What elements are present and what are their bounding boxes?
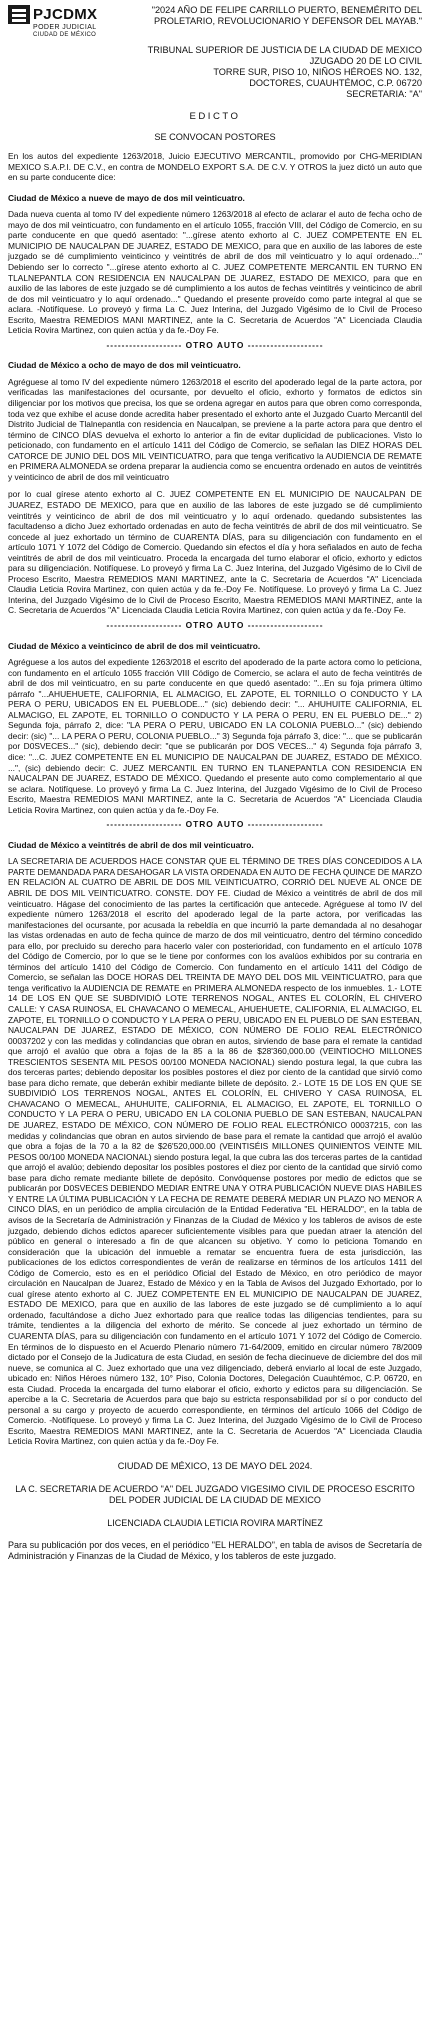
section-paragraph: LA SECRETARIA DE ACUERDOS HACE CONSTAR QUE EL TÉRMINO DE TRES DÍAS CONCEDIDOS A LA PARTE DEMANDADA PARA DESAHOGAR LA VISTA ORDENADA EN AUTO DE FECHA QUINCE DE MARZO EN RELACIÓN AL CUATRO DE ABRIL DE DOS MIL VEINTICUATRO, CORRIÓ DEL NUEVE AL ONCE DE ABRIL DE DOS MIL VEINTICUATRO. CONSTE. DOY FE. Ciudad de México a veintitrés de abril de dos mil veinticuatro. Hágase del conocimiento de las partes la certificación que antecede. Agréguese al tomo IV del expediente número 1263/2018 el escrito del apoderado legal de la parte actora, por verificadas las manifestaciones del ocursante, por acusada la rebeldía en que incurrió la parte demandada al no desahogar las vistas ordenadas en auto de fecha quince de marzo de dos mil veinticuatro, dentro del término concedido para ello, por precluido su derecho para hacerlo valer con posterioridad, con fundamento en el artículo 1078 del Código de Comercio, por lo que se le tiene por conformes con los avalúos exhibidos por su contraria en términos del artículo 1410 del Código de Comercio. Con fundamento en el artículo 1411 del Código de Comercio, se señalan las DOCE HORAS DEL TREINTA DE MAYO DEL DOS MIL VEINTICUATRO, para que tenga verificativo la AUDIENCIA DE REMATE en PRIMERA ALMONEDA respecto de los inmuebles. 1.- LOTE 14 DE LOS EN QUE SE SUBDIVIDIÓ LOTE TERRENOS NOGAL, ANTES EL COLORÍN, EL CHIVERO CALLE: Y CASA RUINOSA, EL CHAVACANO O MEMECAL, AHUEHUETE, CALIFORNIA, EL ALMACIGO, EL ZAPOTE, EL TORNILLO O CONDUCTO Y LA PERA O PERU, UBICADO EN EL PUEBLO DE SAN ESTEBAN, NAUCALPAN DE JUAREZ, ESTADO DE MÉXICO, CON NÚMERO DE FOLIO REAL ELECTRÓNICO 00037202 y con las medidas y colindancias que obran en autos, sirviendo de base para el remate la cantidad que arrojó el avalúo que obra a fojas de la 85 a la 86 de $28'360,000.00 (VEINTIOCHO MILLONES TRESCIENTOS SESENTA MIL PESOS 00/100 MONEDA NACIONAL) siendo postura legal, la que cubra las dos terceras partes; debiendo depositar los posibles postores el diez por ciento de la cantidad que sirvió como base para dicho remate, que deberán exhibir mediante billete de depósito. 2.- LOTE 15 DE LOS EN QUE SE SUBDIVIDIÓ LOS TERRENOS NOGAL, ANTES EL COLORÍN, EL CHIVERO Y CASA RUINOSA, EL CHAVACANO O MEMECAL, AHUHUITE, CALIFORNIA, EL ALMACIGO, EL ZAPOTE, EL TORNILLO O CONDUCTO Y LA PERA O PERU, UBICADO EN LA COLONIA PUEBLO DE SAN ESTEBAN, NAUCALPAN DE JUAREZ, ESTADO DE MÉXICO, CON NÚMERO DE FOLIO REAL ELECTRÓNICO 00037215, con las medidas y colindancias que obran en autos sirviendo de base para el remate la cantidad que arrojó el avalúo que obra a fojas de la 70 a la 82 de $26'520,000.00 (VEINTISÉIS MILLONES QUINIENTOS VEINTE MIL PESOS 00/100 MONEDA NACIONAL) siendo postura legal, la que cubra las dos terceras partes de la cantidad que arrojó el avalúo; debiendo depositar los posibles postores el diez por ciento de la cantidad que sirvió como base para dicho remate mediante billete de depósito. Convóquense postores por medio de edictos que se publicarán por D0SVECES DEBIENDO MEDIAR ENTRE UNA Y OTRA PUBLICACIÓN NUEVE DIAS HABILES Y ENTRE LA ÚLTIMA PUBLICACIÓN Y LA FECHA DE REMATE DEBERÁ MEDIAR UN PLAZO NO MENOR A CINCO DÍAS, en un periódico de amplia circulación de la Entidad Federativa "EL HERALDO", en la tabla de avisos de la Secretaría de Administración y Finanzas de la Ciudad de México y los tableros de avisos de este juzgado, debiendo dichos edictos aparecer suficientemente visibles para que puedan atraer la atención del público en general o interesado a fin de que alcancen su objetivo. Y como lo peticiona Tomando en consideración que la ubicación del inmueble a rematar se encuentra fuera de esta jurisdicción, las publicaciones de los edictos correspondientes de verán de realizarse en términos de los artículos 1411 del Código de Comercio, esto es en el periódico Oficial del Estado de México, en otro periódico de mayor circulación en Naucalpan de Juarez, Estado de México y en la Tabla de Avisos del Juzgado Exhortado, por lo cual gírese atento exhorto al C. JUEZ COMPETENTE EN EL MUNICIPIO DE NAUCALPAN DE JUAREZ, ESTADO DE MEXICO, para que en auxilio de las labores de este juzgado se dé cumplimiento a lo aquí ordenado, facultándose a dicho Juez exhortado para que realice todas las diligencias tendientes, para su trámite, tendientes a la diligencia del exhorto de mérito. Se concede al juez exhortado un término de CUARENTA DÍAS, para su diligenciación con fundamento en el artículo 1071 Y 1072 del Código de Comercio. En términos de lo dispuesto en el Acuerdo Plenario número 71-64/2009, emitido en circular número 78/2009 dictado por el Consejo de la Judicatura de esta Ciudad, en sesión de fecha diecinueve de diciembre del dos mil nueve, se comunica al C. Juez exhortado que una vez diligenciado, deberá enviarlo al local de este Juzgado, ubicado en: Niños Héroes número 132, 10° Piso, Colonia Doctores, Delegación Cuauhtémoc, C.P. 06720, en esta Ciudad. Proceda la encargada del turno elaborar el oficio, exhorto y edictos para su diligenciación. Se apercibe a la C. Secretaria de Acuerdos para que bajo su estricta responsabilidad por sí o por conducto del personal a su cargo y proyecto de acuerdo correspondiente, en términos del artículo 1066 del Código de Comercio. -Notifíquese. Lo proveyó y firma La C. Juez Interina, del Juzgado Vigésimo de lo Civil de Proceso Escrito, Maestra REMEDIOS MANI MARTINEZ, ante la C. Secretaria de Acuerdos "A" Licenciada Claudia Leticia Rovira Martinez, con quien actúa y da fe.-Doy Fe. [8,856,422,1447]
footer-signer-name: LICENCIADA CLAUDIA LETICIA ROVIRA MARTÍNEZ [107,1517,323,1528]
court-line: JZUGADO 20 DE LO CIVIL [309,56,422,66]
logo-line-2: CIUDAD DE MÉXICO [33,32,97,38]
section-paragraph: Agréguese al tomo IV del expediente número 1263/2018 el escrito del apoderado legal de la parte actora, por verificadas las manifestaciones del ocursante, por devuelto el oficio, exhorto y formatos de edictos sin diligenciar por los motivos que precisa, los que se ordena agregar en autos para que obren como corresponda, toda vez que exhibe el acuse donde acredita haber presentado el exhorto ante el Juzgado Cuarto Mercantil del Distrito Judicial de Tlalnepantla con residencia en Naucalpan, se previene a la parte actora para que dentro el término de CINCO DÍAS devuelva el exhorto lo anterior a fin de evitar duplicidad de publicaciones. Visto lo peticionado, con fundamento en el artículo 1411 del Código de Comercio, se señalan las DIEZ HORAS DEL CATORCE DE JUNIO DEL DOS MIL VEINTICUATRO, para que tenga verificativo la AUDIENCIA DE REMATE en PRIMERA ALMONEDA se ordena preparar la audiencia como se encuentra ordenado en autos de veintitrés y veinticinco de abril de dos mil veinticuatro [8,376,422,482]
section-heading: Ciudad de México a ocho de mayo de dos mil veinticuatro. [8,360,241,371]
document-subtitle: SE CONVOCAN POSTORES [154,131,276,142]
footer-date: CIUDAD DE MÉXICO, 13 DE MAYO DEL 2024. [117,1460,313,1471]
logo-text: PJCDMX [33,6,98,23]
logo-line-1: PODER JUDICIAL [33,24,97,31]
court-info [8,45,422,100]
section-paragraph: por lo cual gírese atento exhorto al C. JUEZ COMPETENTE EN EL MUNICIPIO DE NAUCALPAN DE JUAREZ, ESTADO DE MEXICO, para que en auxilio de las labores de este juzgado se dé cumplimiento veintitrés y veinticinco de abril de dos mil veinticuatro y lo aquí ordenado. quedando subsistentes las facultadenso a dicho Juez exhortado ordenadas en auto de fecha veintitrés de abril de dos mil veinticuatro. Se concede al juez exhortado un término de CUARENTA DÍAS, para su diligenciación con fundamento en el artículo 1071 Y 1072 del Código de Comercio. Quedando sin efectos el día y hora señalados en auto de fecha veintitrés de abril de dos mil veinticuatro. Proceda la encargada del turno elaborar el oficio, exhorto y edictos para su diligenciación. Notifíquese. Lo proveyó y firma La C. Juez Interina, del Juzgado Vigésimo de lo Civil de Proceso Escrito, Maestra REMEDIOS MANI MARTINEZ, ante la C. Secretaria de Acuerdos "A" Licenciada Claudia Leticia Rovira Martinez, con quien actúa y da fe.-Doy Fe. Notifíquese. Lo proveyó y firma La C. Juez Interina, del Juzgado Vigésimo de lo Civil de Proceso Escrito, Maestra REMEDIOS MANI MARTINEZ, ante la C. Secretaria de Acuerdos "A" Licenciada Claudia Leticia Rovira Martinez, con quien actúa y da fe.-Doy Fe. [8,489,422,616]
logo-mark-icon [8,5,30,24]
document-header [8,5,422,39]
section-separator: -------------------- OTRO AUTO -------------------- [106,339,324,350]
footer-publication-note: Para su publicación por dos veces, en el periódico "EL HERALDO", en tabla de avisos de Secretaría de Administración y Finanzas de la Ciudad de México, y los tableros de este juzgado. [8,1540,422,1562]
section-separator: -------------------- OTRO AUTO -------------------- [106,819,324,830]
footer-signature-block: LA C. SECRETARIA DE ACUERDO "A" DEL JUZGADO VIGESIMO CIVIL DE PROCESO ESCRITO DEL PODER JUDICIAL DE LA CIUDAD DE MEXICO [15,1483,415,1505]
court-line: TRIBUNAL SUPERIOR DE JUSTICIA DE LA CIUDAD DE MEXICO [147,45,422,55]
pjcdmx-logo [8,5,126,39]
section-paragraph: Dada nueva cuenta al tomo IV del expediente número 1263/2018 al efecto de aclarar el auto de fecha ocho de mayo de dos mil veinticuatro, con fundamento en el artículo 1055, fracción VIII, del Código de Comercio, en su parte conducente en que quedó asentado: "...gírese atento exhorto al C. JUEZ COMPETENTE EN EL MUNICIPIO DE NAUCALPAN DE JUAREZ, ESTADO DE MEXICO, para que en auxilio de las labores de este juzgado se dé cumplimiento veinticinco y veintitrés de abril de dos mil veinticuatro y lo aquí ordenado..." Debiendo ser lo correcto "...gírese atento exhorto al C. JUEZ COMPETENTE MERCANTIL EN TURNO EN TLALNEPANTLA CON RESIDENCIA EN NAUCALPAN DE JUAREZ, ESTADO DE MEXICO, para que en auxilio de las labores de este juzgado se dé cumplimiento a los autos de fechas veintitrés y veinticinco de abril de dos mil veinticuatro y lo aquí ordenado..." Quedando el presente proveído como parte integral al que se aclara. -Notifíquese. Lo proveyó y firma La C. Juez Interina, del Juzgado Vigésimo de lo Civil de Proceso Escrito, Maestra REMEDIOS MANI MARTINEZ, ante la C. Secretaria de Acuerdos "A" Licenciada Claudia Leticia Rovira Martinez, con quien actúa y da fe.-Doy Fe. [8,209,422,336]
intro-paragraph: En los autos del expediente 1263/2018, Juicio EJECUTIVO MERCANTIL, promovido por CHG-MERIDIAN MEXICO S.A.P.I. DE C.V., en contra de MONDELO EXPORT S.A. DE C.V. Y OTROS la juez dictó un auto que en su parte conducente dice: [8,151,422,183]
section-heading: Ciudad de México a nueve de mayo de dos mil veinticuatro. [8,192,245,203]
court-line: SECRETARIA: "A" [346,89,422,99]
section-separator: -------------------- OTRO AUTO -------------------- [106,619,324,630]
section-heading: Ciudad de México a veintitrés de abril de dos mil veinticuatro. [8,839,254,850]
year-motto: "2024 AÑO DE FELIPE CARRILLO PUERTO, BENEMÉRITO DEL PROLETARIO, REVOLUCIONARIO Y DEFENSOR DEL MAYAB." [151,5,422,26]
court-line: TORRE SUR, PISO 10, NIÑOS HÉROES NO. 132, [213,67,422,77]
section-heading: Ciudad de México a veinticinco de abril de dos mil veinticuatro. [8,640,261,651]
section-paragraph: Agréguese a los autos del expediente 1263/2018 el escrito del apoderado de la parte actora como lo peticiona, con fundamento en el artículo 1055 fracción VIII Código de Comercio, se aclara el auto de fecha veintitrés de abril de dos mil veinticuatro, en su parte conducente en que quedó asentado: "...En su foja primera último párrafo "...AHUEHUETE, CALIFORNIA, EL ALMACIGO, EL ZAPOTE, EL TORNILLO O CONDUCTO Y LA PERA O PERU, UBICADOS EN EL PUEBLODE..." (sic) debiendo decir: "... AHUHUITE CALIFORNIA, EL ALMACIGO, EL ZAPOTE, EL TORNILLO O CONDUCTO Y LA PERA O PERU, EN EL PUEBLO DE..." 2) Segunda foja, párrafo 2, dice: "LA PERA O PERU, UBICADO EN LA COLONIA PUEBLO..." (sic) debiendo decir: (sic) "... LA PERA O PERU, COLONIA PUEBLO..." 3) Segunda foja párrafo 3, dice: "... que se publicarán por D0SVECES..." (sic), debiendo decir: "que se publicarán por DOS VECES..." 4) Segunda foja párrafo 3, dice: "...C. JUEZ COMPETENTE EN EL MUNICIPIO DE NAUCALPAN DE JUAREZ, ESTADO DE MÉXICO. ...", (sic) debiendo decir: C. JUEZ MERCANTIL EN TURNO EN TLANEPANTLA CON RESIDENCIA EN NAUCALPAN DE JUAREZ, ESTADO DE MÉXICO. Quedando el presente auto como complementario al que se aclara. Notifíquese. Lo proveyó y firma La C. Juez Interina, del Juzgado Vigésimo de lo Civil de Proceso Escrito, Maestra REMEDIOS MANI MARTINEZ, ante la C. Secretaria de Acuerdos "A" Licenciada Claudia Leticia Rovira Martinez, con quien actúa y da fe.-Doy Fe. [8,657,422,815]
court-line: DOCTORES, CUAUHTÉMOC, C.P. 06720 [249,78,422,88]
document-title: EDICTO [189,111,241,122]
